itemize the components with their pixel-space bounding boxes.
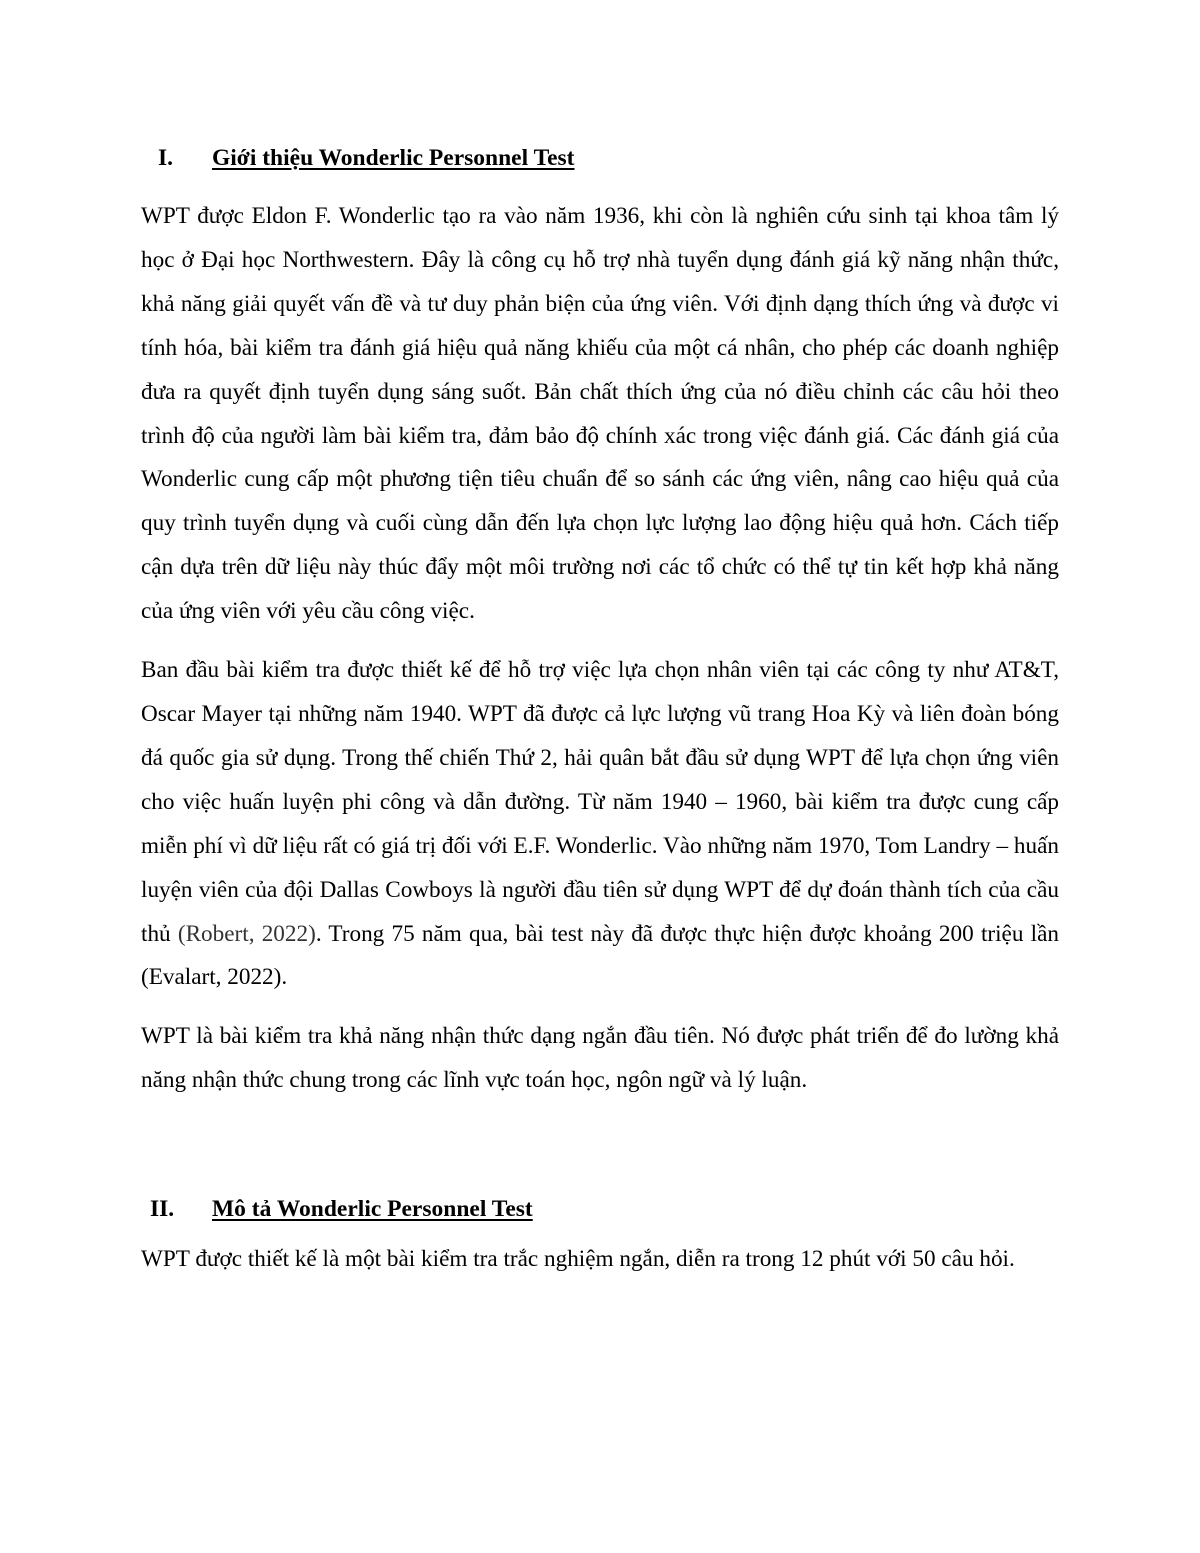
section-1-number: I. [158, 145, 174, 171]
section-2-title: Mô tả Wonderlic Personnel Test [212, 1196, 533, 1223]
section-1-paragraph-2-text-b: . Trong 75 năm qua, bài test này đã được thực hiện được khoảng 200 triệu lần (Evalart, 2022). [141, 920, 1059, 991]
section-1-paragraph-2 [141, 649, 1059, 1000]
section-1-paragraph-3: WPT là bài kiểm tra khả năng nhận thức dạng ngắn đầu tiên. Nó được phát triển để đo lường khả năng nhận thức chung trong các lĩnh vực toán học, ngôn ngữ và lý luận. [141, 1023, 1059, 1094]
citation-robert: (Robert, 2022) [177, 920, 316, 947]
document-content [141, 138, 1059, 1282]
section-1-title: Giới thiệu Wonderlic Personnel Test [212, 145, 575, 171]
section-2-heading [141, 1189, 1059, 1229]
section-1-paragraph-1: WPT được Eldon F. Wonderlic tạo ra vào năm 1936, khi còn là nghiên cứu sinh tại khoa tâm lý học ở Đại học Northwestern. Đây là công cụ hỗ trợ nhà tuyển dụng đánh giá kỹ năng nhận thức, khả năng giải quyết vấn đề và tư duy phản biện của ứng viên. Với định dạng thích ứng và được vi tính hóa, bài kiểm tra đánh giá hiệu quả năng khiếu của một cá nhân, cho phép các doanh nghiệp đưa ra quyết định tuyển dụng sáng suốt. Bản chất thích ứng của nó điều chỉnh các câu hỏi theo trình độ của người làm bài kiểm tra, đảm bảo độ chính xác trong việc đánh giá. Các đánh giá của Wonderlic cung cấp một phương tiện tiêu chuẩn để so sánh các ứng viên, nâng cao hiệu quả của quy trình tuyển dụng và cuối cùng dẫn đến lựa chọn lực lượng lao động hiệu quả hơn. Cách tiếp cận dựa trên dữ liệu này thúc đẩy một môi trường nơi các tổ chức có thể tự tin kết hợp khả năng của ứng viên với yêu cầu công việc. [141, 203, 1059, 625]
section-2-number: II. [150, 1196, 175, 1223]
section-1-paragraph-2-text-a: Ban đầu bài kiểm tra được thiết kế để hỗ trợ việc lựa chọn nhân viên tại các công ty như AT&T, Oscar Mayer tại những năm 1940. WPT đã được cả lực lượng vũ trang Hoa Kỳ và liên đoàn bóng đá quốc gia sử dụng. Trong thế chiến Thứ 2, hải quân bắt đầu sử dụng WPT để lựa chọn ứng viên cho việc huấn luyện phi công và dẫn đường. Từ năm 1940 – 1960, bài kiểm tra được cung cấp miễn phí vì dữ liệu rất có giá trị đối với E.F. Wonderlic. Vào những năm 1970, Tom Landry – huấn luyện viên của đội Dallas Cowboys là người đầu tiên sử dụng WPT để dự đoán thành tích của cầu thủ [141, 657, 1059, 947]
section-2-paragraph-1: WPT được thiết kế là một bài kiểm tra trắc nghiệm ngắn, diễn ra trong 12 phút với 50 câu hỏi. [141, 1246, 1015, 1273]
section-1-heading [141, 138, 1059, 178]
